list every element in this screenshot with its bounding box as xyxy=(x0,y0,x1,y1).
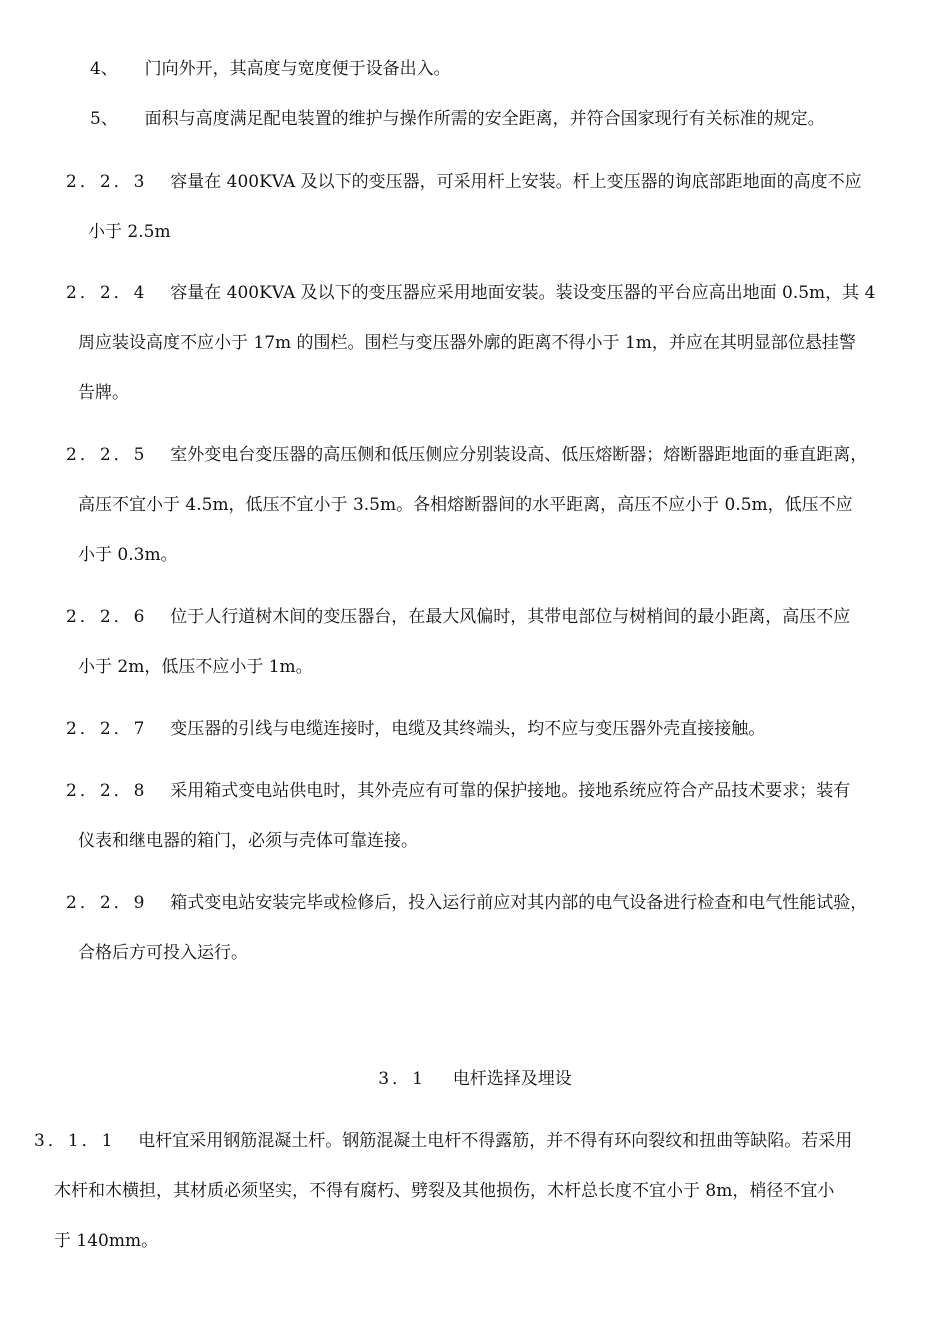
clause-number: 2．2．4 xyxy=(66,283,148,303)
clause-number: 2．2．6 xyxy=(66,607,148,627)
clause-continuation: 仪表和继电器的箱门，必须与壳体可靠连接。 xyxy=(78,831,418,851)
clause-number: 2．2．9 xyxy=(66,893,148,913)
clause-continuation: 小于 2m，低压不应小于 1m。 xyxy=(78,657,313,677)
clause-text: 位于人行道树木间的变压器台，在最大风偏时，其带电部位与树梢间的最小距离，高压不应 xyxy=(170,607,851,627)
clause-number: 2．2．3 xyxy=(66,172,148,192)
list-item-number: 5、 xyxy=(90,109,118,129)
list-item-number: 4、 xyxy=(90,59,118,79)
clause-continuation: 小于 0.3m。 xyxy=(78,545,178,565)
clause-2-2-7 xyxy=(66,718,765,740)
section-title: 电杆选择及埋设 xyxy=(452,1069,572,1089)
clause-number: 3．1．1 xyxy=(34,1131,116,1151)
clause-text: 箱式变电站安装完毕或检修后，投入运行前应对其内部的电气设备进行检查和电气性能试验， xyxy=(170,893,868,913)
list-item-text: 门向外开，其高度与宽度便于设备出入。 xyxy=(144,59,451,79)
clause-3-1-1 xyxy=(34,1130,852,1152)
clause-2-2-5 xyxy=(66,444,867,466)
clause-continuation: 告牌。 xyxy=(78,383,129,403)
clause-continuation: 周应装设高度不应小于 17m 的围栏。围栏与变压器外廓的距离不得小于 1m，并应在其明显部位悬挂警 xyxy=(78,333,856,353)
clause-continuation: 于 140mm。 xyxy=(54,1231,159,1251)
section-number: 3．1 xyxy=(378,1069,426,1089)
clause-continuation: 高压不宜小于 4.5m，低压不宜小于 3.5m。各相熔断器间的水平距离，高压不应小于 0.5m，低压不应 xyxy=(78,495,853,515)
clause-number: 2．2．8 xyxy=(66,781,148,801)
clause-number: 2．2．5 xyxy=(66,445,148,465)
clause-text: 电杆宜采用钢筋混凝土杆。钢筋混凝土电杆不得露筋，并不得有环向裂纹和扭曲等缺陷。若采用 xyxy=(138,1131,853,1151)
clause-text: 容量在 400KVA 及以下的变压器应采用地面安装。装设变压器的平台应高出地面 0.5m，其 4 xyxy=(170,283,876,303)
clause-2-2-4 xyxy=(66,282,875,304)
clause-number: 2．2．7 xyxy=(66,719,148,739)
list-item-5 xyxy=(90,108,825,130)
clause-2-2-3 xyxy=(66,171,862,193)
clause-text: 采用箱式变电站供电时，其外壳应有可靠的保护接地。接地系统应符合产品技术要求；装有 xyxy=(170,781,851,801)
clause-text: 容量在 400KVA 及以下的变压器，可采用杆上安装。杆上变压器的询底部距地面的高度不应 xyxy=(170,172,862,192)
list-item-text: 面积与高度满足配电装置的维护与操作所需的安全距离，并符合国家现行有关标准的规定。 xyxy=(144,109,825,129)
list-item-4 xyxy=(90,58,451,80)
clause-continuation: 木杆和木横担，其材质必须坚实，不得有腐朽、劈裂及其他损伤，木杆总长度不宜小于 8m，梢径不宜小 xyxy=(54,1181,835,1201)
clause-text: 室外变电台变压器的高压侧和低压侧应分别装设高、低压熔断器；熔断器距地面的垂直距离， xyxy=(170,445,868,465)
clause-2-2-8 xyxy=(66,780,850,802)
clause-2-2-6 xyxy=(66,606,850,628)
clause-text: 变压器的引线与电缆连接时，电缆及其终端头，均不应与变压器外壳直接接触。 xyxy=(170,719,766,739)
clause-2-2-9 xyxy=(66,892,867,914)
section-heading xyxy=(0,1068,950,1090)
clause-continuation: 合格后方可投入运行。 xyxy=(78,943,248,963)
clause-continuation: 小于 2.5m xyxy=(88,222,171,242)
